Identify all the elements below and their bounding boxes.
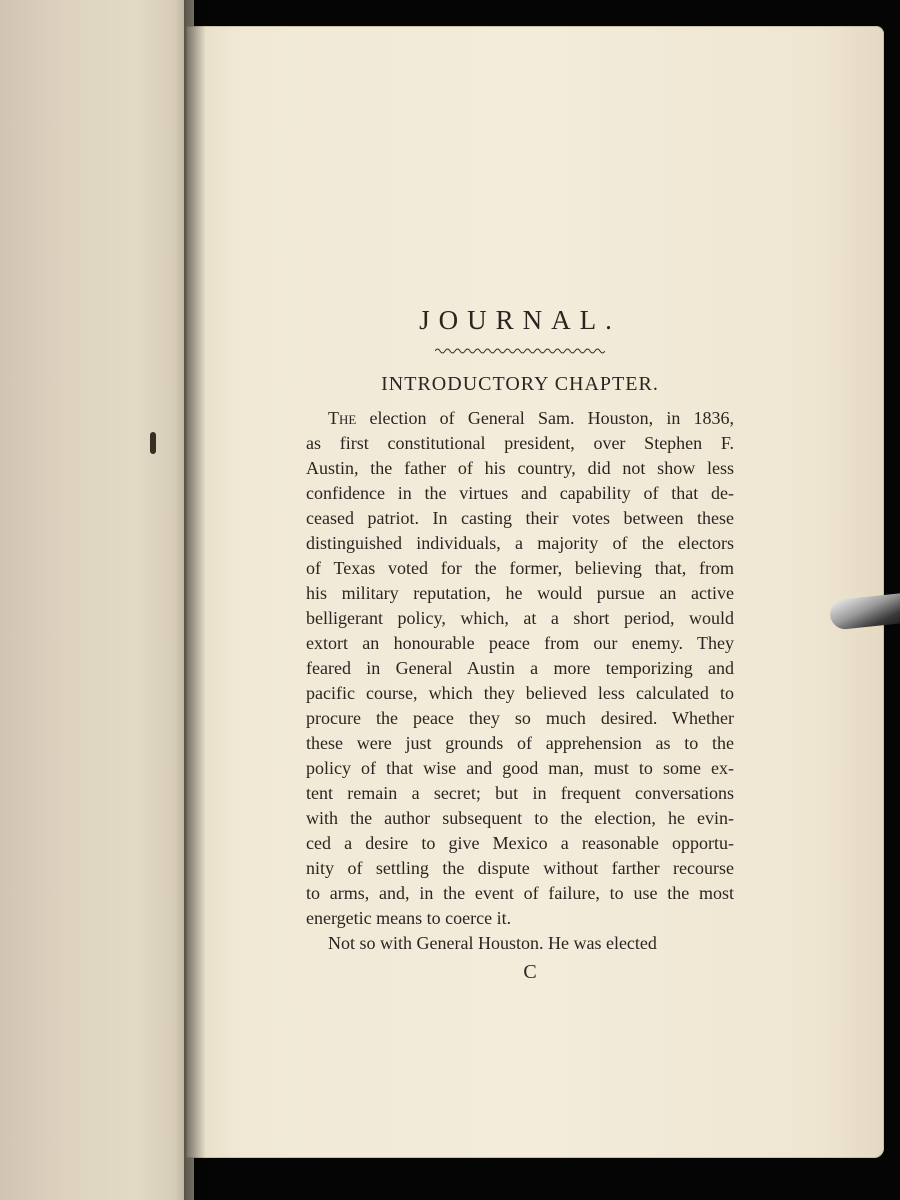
left-page: [0, 0, 194, 1200]
text-line: [306, 406, 734, 431]
text-line: with the author subsequent to the election, he evin-: [306, 808, 734, 828]
text-line: energetic means to coerce it.: [306, 908, 512, 928]
signature-mark: C: [523, 961, 537, 983]
text-line: confidence in the virtues and capability of that de-: [306, 483, 734, 503]
paragraph-1: [306, 406, 734, 931]
ornamental-rule: [435, 346, 605, 356]
text-line: feared in General Austin a more temporizing and: [306, 658, 734, 678]
text-line: tent remain a secret; but in frequent conversations: [306, 783, 734, 803]
chapter-heading: INTRODUCTORY CHAPTER.: [381, 373, 659, 395]
text-line: nity of settling the dispute without farther recourse: [306, 858, 734, 878]
drop-word: The: [328, 408, 357, 428]
text-line: to arms, and, in the event of failure, to use the most: [306, 883, 734, 903]
text-line: extort an honourable peace from our enemy. They: [306, 633, 734, 653]
gutter-shadow: [184, 0, 206, 1200]
text-line: ced a desire to give Mexico a reasonable opportu-: [306, 833, 734, 853]
text-line: policy of that wise and good man, must to some ex-: [306, 758, 734, 778]
text-line: his military reputation, he would pursue an active: [306, 583, 734, 603]
text-line: belligerant policy, which, at a short period, would: [306, 608, 734, 628]
text-line: of Texas voted for the former, believing that, from: [306, 558, 734, 578]
text-line: distinguished individuals, a majority of the electors: [306, 533, 734, 553]
text-line: as first constitutional president, over Stephen F.: [306, 433, 734, 453]
ink-stain: [150, 432, 156, 454]
text-line: Austin, the father of his country, did not show less: [306, 458, 734, 478]
text-line: procure the peace they so much desired. Whether: [306, 708, 734, 728]
text-line: ceased patriot. In casting their votes between these: [306, 508, 734, 528]
text-line: pacific course, which they believed less calculated to: [306, 683, 734, 703]
paragraph-2-line: Not so with General Houston. He was elected: [328, 933, 657, 953]
page-text: [306, 300, 734, 986]
text-line: these were just grounds of apprehension as to the: [306, 733, 734, 753]
line-text: election of General Sam. Houston, in 1836,: [356, 408, 734, 428]
page-title: JOURNAL.: [419, 305, 621, 335]
